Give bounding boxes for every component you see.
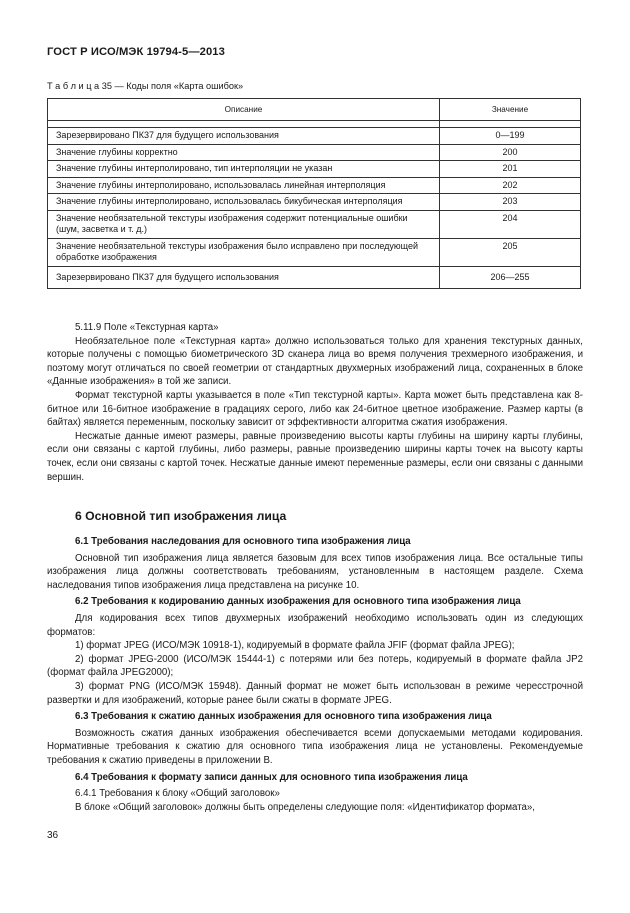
list-item: 2) формат JPEG-2000 (ИСО/МЭК 15444-1) с потерями или без потерь, кодируемый в формате файла JP2 (формат файла JPEG2000);	[47, 653, 583, 679]
subsection-heading: 6.1 Требования наследования для основного типа изображения лица	[75, 536, 411, 547]
row-description: Зарезервировано ПК37 для будущего использования	[48, 128, 440, 145]
document-header: ГОСТ Р ИСО/МЭК 19794-5—2013	[47, 46, 225, 58]
section-title: 5.11.9 Поле «Текстурная карта»	[75, 322, 219, 333]
paragraph: Основной тип изображения лица является базовым для всех типов изображения лица. Все остальные типы изображения лица должны соответствовать требованиям, установленным в настоящем разделе. Схема наследования типов изображения лица представлена на рисунке 10.	[47, 552, 583, 591]
table-row	[48, 266, 581, 289]
row-value: 206—255	[440, 266, 581, 289]
row-value: 204	[440, 210, 581, 238]
row-description: Значение глубины корректно	[48, 144, 440, 161]
table-caption: Т а б л и ц а 35 — Коды поля «Карта ошибок»	[47, 81, 244, 91]
table-row	[48, 128, 581, 145]
section-6-body	[47, 535, 583, 814]
row-description: Значение необязательной текстуры изображения было исправлено при последующей обработке изображения	[48, 238, 440, 266]
row-description: Значение глубины интерполировано, использовалась бикубическая интерполяция	[48, 194, 440, 211]
table-header-row	[48, 99, 581, 121]
row-description: Значение глубины интерполировано, тип интерполяции не указан	[48, 161, 440, 178]
subsection-heading: 6.4 Требования к формату записи данных для основного типа изображения лица	[75, 771, 468, 783]
section-5-11-9	[47, 321, 583, 484]
error-codes-table	[47, 98, 581, 289]
paragraph: В блоке «Общий заголовок» должны быть определены следующие поля: «Идентификатор формата»,	[75, 801, 535, 813]
row-value: 202	[440, 177, 581, 194]
row-description: Зарезервировано ПК37 для будущего использования	[48, 266, 440, 289]
row-value: 201	[440, 161, 581, 178]
column-header-value: Значение	[440, 99, 581, 121]
table-row	[48, 210, 581, 238]
list-item: 1) формат JPEG (ИСО/МЭК 10918-1), кодируемый в формате файла JFIF (формат файла JPEG);	[75, 640, 515, 652]
row-value: 205	[440, 238, 581, 266]
row-description: Значение необязательной текстуры изображения содержит потенциальные ошибки (шум, засветка и т. д.)	[48, 210, 440, 238]
table-gap-row	[48, 121, 581, 128]
table-row	[48, 238, 581, 266]
table-row	[48, 177, 581, 194]
table-row	[48, 144, 581, 161]
paragraph: Необязательное поле «Текстурная карта» должно использоваться только для хранения текстурных данных, которые получены с помощью биометрического 3D сканера лица во время получения трехмерного изображения, и поэтому могут отличаться по своей геометрии от стандартных двухмерных изображений лица, сохраненных в блоке «Данные изображения» в той же записи.	[47, 335, 583, 388]
subsection-title: 6.4.1 Требования к блоку «Общий заголовок»	[75, 788, 280, 800]
table-row	[48, 161, 581, 178]
row-value: 200	[440, 144, 581, 161]
table-row	[48, 194, 581, 211]
page-number: 36	[47, 830, 59, 841]
column-header-description: Описание	[48, 99, 440, 121]
paragraph: Для кодирования всех типов двухмерных изображений необходимо использовать один из следующих форматов:	[47, 612, 583, 638]
paragraph: Возможность сжатия данных изображения обеспечивается всеми допускаемыми методами кодирования. Нормативные требования к сжатию для основного типа изображения лица не установлены. Рекомендуемые требования к сжатию приведены в приложении В.	[47, 727, 583, 766]
row-value: 0—199	[440, 128, 581, 145]
row-value: 203	[440, 194, 581, 211]
row-description: Значение глубины интерполировано, использовалась линейная интерполяция	[48, 177, 440, 194]
paragraph: Формат текстурной карты указывается в поле «Тип текстурной карты». Карта может быть представлена как 8-битное или 16-битное изображение в градациях серого, либо как 24-битное цветное изображение. Размер карты (в байтах) является переменным, поскольку зависит от эффективности алгоритма сжатия изображения.	[47, 389, 583, 429]
subsection-heading: 6.3 Требования к сжатию данных изображения для основного типа изображения лица	[75, 711, 492, 723]
section-6-heading: 6 Основной тип изображения лица	[75, 509, 287, 523]
subsection-heading: 6.2 Требования к кодированию данных изображения для основного типа изображения лица	[75, 596, 521, 608]
list-item: 3) формат PNG (ИСО/МЭК 15948). Данный формат не может быть использован в режиме чересстрочной развертки и для изображений, которые ранее были сжаты в формате JPEG.	[47, 680, 583, 706]
paragraph: Несжатые данные имеют размеры, равные произведению высоты карты глубины на ширину карты глубины, если они связаны с картой глубины, либо размеры, равные произведению ширины карты точек на высоту карты точек, если они связаны с картой точек. Несжатые данные имеют переменные размеры, если они связаны с данными вершин.	[47, 430, 583, 483]
